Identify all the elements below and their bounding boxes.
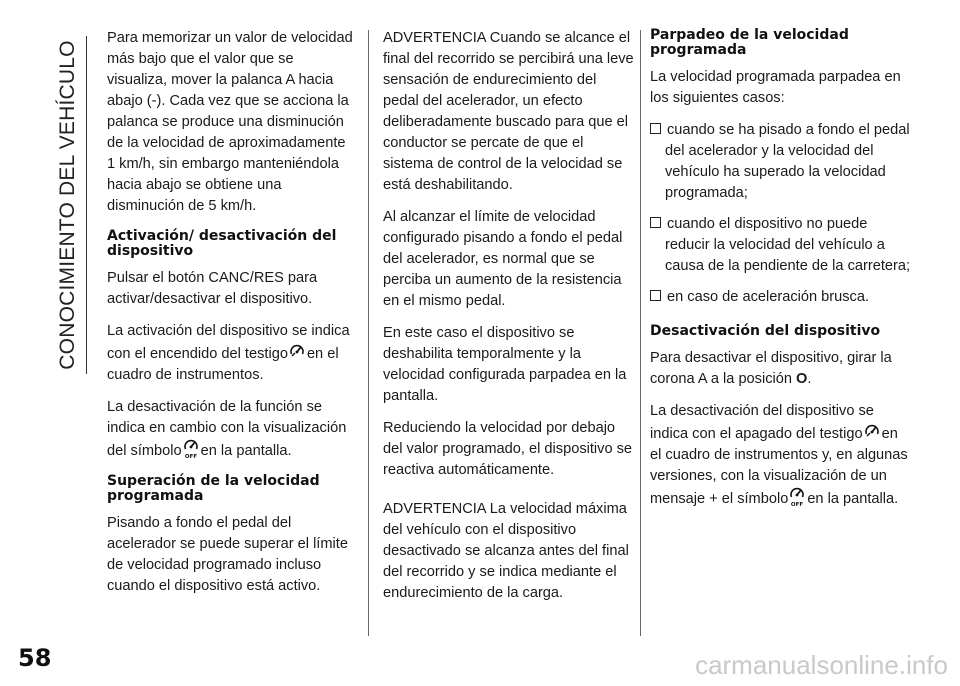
- paragraph: Reduciendo la velocidad por debajo del valor programado, el dispositivo se reactiva automáticamente.: [383, 420, 633, 478]
- list-item: cuando el dispositivo no puede reducir la velocidad del vehículo a causa de la pendiente de la carretera;: [650, 214, 910, 277]
- watermark: carmanualsonline.info: [695, 650, 948, 680]
- column-divider-2: [640, 30, 641, 636]
- text-run: La desactivación del dispositivo se indica con el apagado del testigo: [650, 403, 874, 442]
- paragraph: La velocidad programada parpadea en los siguientes casos:: [650, 69, 901, 106]
- position-label: O: [796, 371, 808, 387]
- cruise-control-off-icon: [789, 487, 805, 507]
- heading-activacion: Activación/ desactivación del dispositivo: [107, 228, 337, 259]
- paragraph: En este caso el dispositivo se deshabilita temporalmente y la velocidad configurada parpadea en la pantalla.: [383, 325, 627, 404]
- checkbox-bullet-icon: [650, 123, 661, 134]
- paragraph: Pisando a fondo el pedal del acelerador se puede superar el límite de velocidad programado incluso cuando el dispositivo está activo.: [107, 515, 348, 594]
- heading-superacion: Superación de la velocidad programada: [107, 473, 320, 504]
- section-side-title: [58, 36, 78, 374]
- text-run: La desactivación de la función se indica en cambio con la visualización del símbolo: [107, 399, 347, 459]
- text-run: La activación del dispositivo se indica con el encendido del testigo: [107, 323, 350, 362]
- text-run: en el cuadro de instrumentos.: [107, 346, 339, 383]
- cruise-control-off-icon: [183, 439, 199, 459]
- paragraph: Para desactivar el dispositivo, girar la corona A a la posición O.: [650, 350, 892, 387]
- warning-paragraph: ADVERTENCIA La velocidad máxima del vehículo con el dispositivo desactivado se alcanza antes del final del recorrido y se indica mediante el endurecimiento de la carga.: [383, 501, 629, 601]
- paragraph: [650, 401, 910, 510]
- text-run: en el cuadro de instrumentos y, en algunas versiones, con la visualización de un mensaje + el símbolo: [650, 426, 908, 507]
- heading-parpadeo: Parpadeo de la velocidad programada: [650, 27, 849, 58]
- text-run: en la pantalla.: [807, 491, 899, 507]
- side-title-text: CONOCIMIENTO DEL VEHÍCULO: [56, 40, 79, 370]
- list-item: en caso de aceleración brusca.: [650, 287, 910, 308]
- page-number: 58: [18, 644, 52, 672]
- side-divider: [86, 36, 87, 374]
- svg-text:OFF: OFF: [184, 454, 197, 459]
- cruise-control-icon: [864, 422, 880, 442]
- column-3: [650, 28, 910, 521]
- checkbox-bullet-icon: [650, 217, 661, 228]
- checkbox-bullet-icon: [650, 290, 661, 301]
- column-divider-1: [368, 30, 369, 636]
- column-2: [383, 28, 635, 615]
- warning-paragraph: ADVERTENCIA Cuando se alcance el final del recorrido se percibirá una leve sensación de endurecimiento del pedal del acelerador, un efecto deliberadamente buscado para que el conductor se percate de que el sistema de control de la velocidad se está deshabilitando.: [383, 30, 634, 193]
- paragraph: [107, 321, 357, 386]
- text-run: en la pantalla.: [200, 443, 292, 459]
- list-item: cuando se ha pisado a fondo el pedal del acelerador y la velocidad del vehículo ha superado la velocidad programada;: [650, 120, 910, 204]
- paragraph: Pulsar el botón CANC/RES para activar/desactivar el dispositivo.: [107, 270, 318, 307]
- cruise-control-icon: [289, 342, 305, 362]
- column-1: [107, 28, 357, 608]
- text-run: Para desactivar el dispositivo, girar la corona A a la posición: [650, 350, 892, 387]
- paragraph: [107, 397, 357, 462]
- svg-text:OFF: OFF: [791, 502, 804, 507]
- paragraph: Para memorizar un valor de velocidad más bajo que el valor que se visualiza, mover la palanca A hacia abajo (-). Cada vez que se acciona la palanca se produce una disminución de la velocidad de aproximadamente 1 km/h, sin embargo manteniéndola hacia abajo se obtiene una disminución de 5 km/h.: [107, 30, 353, 214]
- heading-desactivacion: Desactivación del dispositivo: [650, 323, 881, 339]
- paragraph: Al alcanzar el límite de velocidad configurado pisando a fondo el pedal del acelerador, es normal que se perciba un aumento de la resistencia en el mismo pedal.: [383, 209, 623, 309]
